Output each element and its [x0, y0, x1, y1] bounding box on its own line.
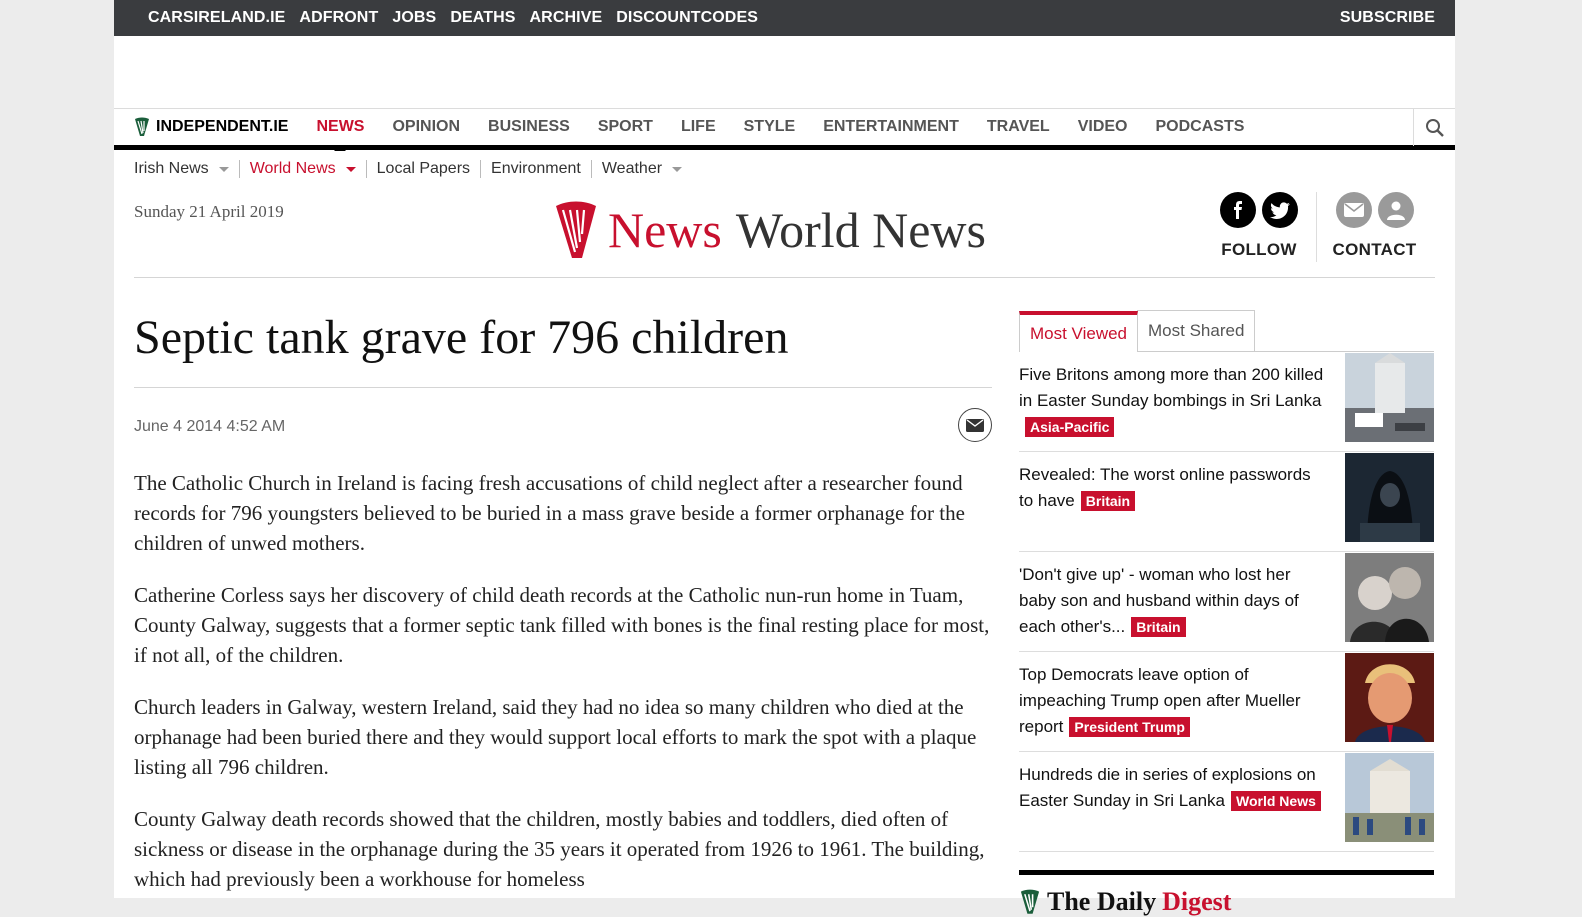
nav-sport[interactable]: SPORT — [597, 118, 653, 135]
nav-travel[interactable]: TRAVEL — [986, 118, 1050, 135]
subnav-weather[interactable] — [591, 160, 692, 178]
top-link-carsireland[interactable]: CARSIRELAND.IE — [148, 9, 286, 26]
subnav-label: World News — [249, 160, 336, 177]
story-text — [1019, 562, 1329, 643]
subnav-label: Weather — [601, 160, 663, 177]
nav-news[interactable]: NEWS — [302, 118, 378, 136]
top-link-deaths[interactable]: DEATHS — [450, 9, 516, 26]
story-title[interactable]: 'Don't give up' - woman who lost her baby son and husband within days of each other's... — [1019, 565, 1299, 636]
user-icon[interactable] — [1378, 192, 1414, 228]
daily-digest-header — [1019, 870, 1434, 917]
story-thumbnail[interactable] — [1345, 753, 1434, 842]
envelope-icon — [966, 419, 984, 432]
section-title-world-news: World News — [735, 202, 986, 258]
story-text — [1019, 462, 1329, 543]
subnav-label: Irish News — [134, 160, 209, 177]
page — [114, 0, 1455, 916]
harp-icon — [1019, 889, 1041, 915]
tab-most-viewed[interactable]: Most Viewed — [1019, 311, 1138, 352]
sidebar-tabs — [1019, 310, 1434, 352]
top-link-discountcodes[interactable]: DISCOUNTCODES — [616, 9, 759, 26]
story-thumbnail[interactable] — [1345, 653, 1434, 742]
sub-nav — [114, 150, 1455, 188]
follow-group — [1220, 192, 1298, 260]
story-thumbnail[interactable] — [1345, 553, 1434, 642]
story-text — [1019, 362, 1329, 443]
email-icon[interactable] — [1336, 192, 1372, 228]
nav-items — [302, 118, 1258, 136]
follow-label: FOLLOW — [1221, 240, 1297, 259]
story-title[interactable]: Revealed: The worst online passwords to have — [1019, 465, 1311, 510]
current-date: Sunday 21 April 2019 — [134, 202, 284, 221]
harp-icon — [134, 117, 150, 137]
top-links — [148, 9, 758, 27]
article-meta — [134, 388, 992, 468]
subnav-irish-news[interactable] — [134, 160, 239, 178]
top-bar — [114, 0, 1455, 36]
brand-logo[interactable] — [114, 117, 288, 137]
subnav-environment[interactable] — [480, 160, 591, 178]
top-link-adfront[interactable]: ADFRONT — [299, 9, 379, 26]
subnav-label: Local Papers — [376, 160, 471, 177]
share-email-button[interactable] — [958, 408, 992, 442]
subscribe-link[interactable]: SUBSCRIBE — [1339, 9, 1435, 26]
article-body — [134, 468, 992, 894]
section-title-news: News — [608, 202, 722, 258]
chevron-down-icon — [219, 167, 229, 172]
story-title[interactable]: Top Democrats leave option of impeaching Trump open after Mueller report — [1019, 665, 1301, 736]
list-item[interactable] — [1019, 762, 1434, 852]
story-title[interactable]: Five Britons among more than 200 killed in Easter Sunday bombings in Sri Lanka — [1019, 365, 1324, 410]
chevron-down-icon — [672, 167, 682, 172]
article-paragraph: Catherine Corless says her discovery of child death records at the Catholic nun-run home in Tuam, County Galway, suggests that a former septic tank filled with bones is the final resting place for most, if not all, of the children. — [134, 583, 990, 667]
article-paragraph: County Galway death records showed that the children, mostly babies and toddlers, died often of sickness or disease in the orphanage during the 35 years it operated from 1926 to 1961. The building, which had previously been a workhouse for homeless — [134, 807, 985, 891]
nav-opinion[interactable]: OPINION — [392, 118, 461, 135]
nav-entertainment[interactable]: ENTERTAINMENT — [823, 118, 959, 135]
sidebar — [1019, 310, 1434, 917]
digest-title-accent: Digest — [1162, 887, 1232, 916]
list-item[interactable] — [1019, 562, 1434, 652]
brand-text: INDEPENDENT.IE — [156, 118, 289, 135]
article-headline: Septic tank grave for 796 children — [134, 290, 992, 388]
subnav-local-papers[interactable] — [366, 160, 480, 178]
twitter-icon[interactable] — [1262, 192, 1298, 228]
chevron-down-icon — [346, 167, 356, 172]
story-tag[interactable]: Britain — [1081, 491, 1135, 511]
list-item[interactable] — [1019, 662, 1434, 752]
top-link-jobs[interactable]: JOBS — [392, 9, 437, 26]
nav-style[interactable]: STYLE — [743, 118, 796, 135]
masthead — [134, 188, 1435, 278]
publish-date: June 4 2014 4:52 AM — [134, 418, 286, 435]
search-icon — [1425, 118, 1445, 138]
story-thumbnail[interactable] — [1345, 453, 1434, 542]
contact-label: CONTACT — [1332, 240, 1417, 259]
nav-life[interactable]: LIFE — [680, 118, 716, 135]
digest-title: The Daily — [1047, 887, 1157, 916]
story-tag[interactable]: Britain — [1131, 617, 1185, 637]
article-paragraph: The Catholic Church in Ireland is facing fresh accusations of child neglect after a researcher found records for 796 youngsters believed to be buried in a mass grave beside a former orphanage for the children of unwed mothers. — [134, 471, 965, 555]
story-tag[interactable]: Asia-Pacific — [1025, 417, 1114, 437]
story-text — [1019, 762, 1329, 843]
story-text — [1019, 662, 1329, 743]
tab-most-shared[interactable]: Most Shared — [1137, 310, 1255, 351]
top-link-archive[interactable]: ARCHIVE — [529, 9, 603, 26]
nav-podcasts[interactable]: PODCASTS — [1155, 118, 1245, 135]
main-nav — [114, 108, 1455, 150]
story-tag[interactable]: World News — [1231, 791, 1321, 811]
ad-space — [114, 36, 1455, 108]
facebook-icon[interactable] — [1220, 192, 1256, 228]
section-title — [554, 200, 986, 260]
search-button[interactable] — [1413, 109, 1455, 146]
story-thumbnail[interactable] — [1345, 353, 1434, 442]
harp-logo-icon — [554, 200, 598, 260]
contact-group — [1316, 192, 1432, 262]
subnav-label: Environment — [491, 160, 581, 177]
story-tag[interactable]: President Trump — [1069, 717, 1189, 737]
subnav-world-news[interactable] — [239, 160, 366, 178]
list-item[interactable] — [1019, 362, 1434, 452]
article — [134, 290, 992, 916]
nav-video[interactable]: VIDEO — [1077, 118, 1128, 135]
article-paragraph: Church leaders in Galway, western Ireland, said they had no idea so many children who died at the orphanage had been buried there and they would support local efforts to mark the spot with a plaque listing all 796 children. — [134, 695, 977, 779]
story-title[interactable]: Hundreds die in series of explosions on Easter Sunday in Sri Lanka — [1019, 765, 1316, 810]
nav-business[interactable]: BUSINESS — [488, 118, 570, 135]
list-item[interactable] — [1019, 462, 1434, 552]
